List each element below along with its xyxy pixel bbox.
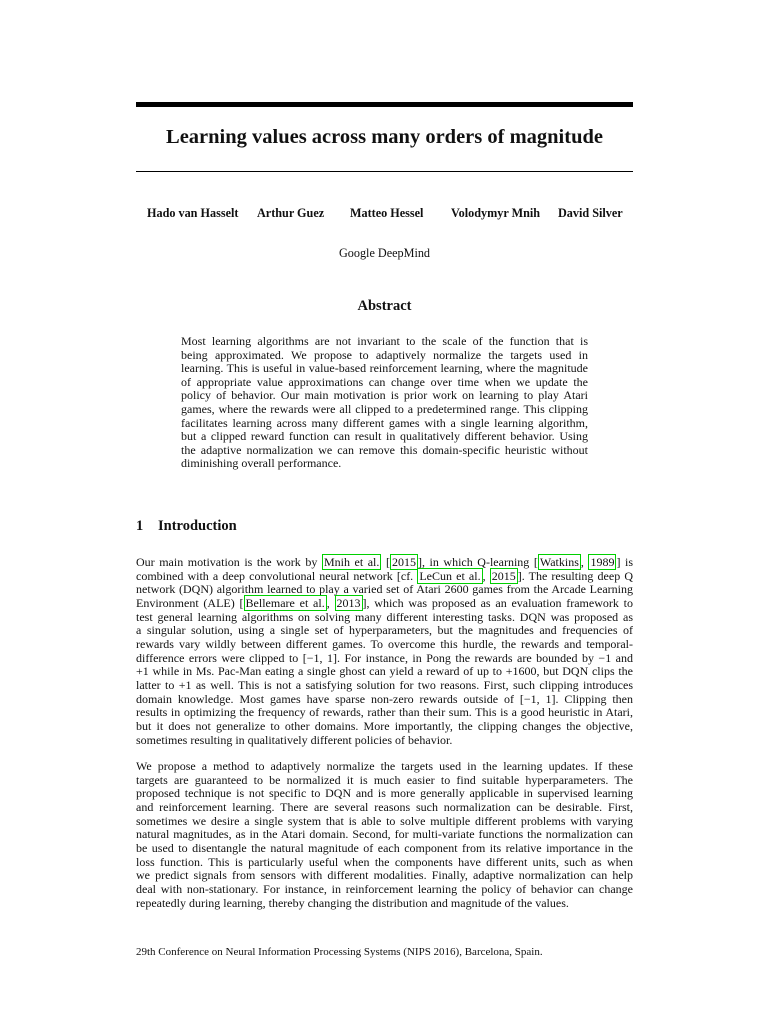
paragraph-line: targets are guaranteed to be normalized it is much easier to find suitable hyperparameters. The	[136, 772, 633, 787]
paragraph-line	[136, 556, 633, 570]
author-name: David Silver	[558, 206, 623, 220]
paragraph-line: rewards vary wildly between different games. To overcome this hurdle, the rewards and temporal-	[136, 636, 633, 651]
paragraph-line: test general learning algorithms on solving many different interesting tasks. DQN was proposed as	[136, 609, 633, 624]
text-run: Our main motivation is the work by	[136, 555, 322, 569]
paragraph-line: natural magnitudes, as in the Atari domain. Second, for multi-variate functions the normalization can	[136, 827, 633, 842]
citation-link[interactable]: LeCun et al.	[419, 568, 481, 583]
text-run: [	[381, 555, 390, 569]
paper-title: Learning values across many orders of magnitude	[166, 126, 603, 148]
abstract-line: but a clipped reward function can result in qualitatively different behavior. Using	[181, 429, 588, 444]
section-heading	[136, 518, 237, 535]
citation-link[interactable]: Watkins	[539, 555, 579, 569]
affiliation: Google DeepMind	[338, 246, 431, 260]
abstract-line: of appropriate value approximations can change over time when we update the	[181, 374, 588, 389]
paragraph-line: and reinforcement learning. There are several reasons such normalization can be desirable. First,	[136, 799, 633, 814]
text-run: ]. The resulting deep Q	[517, 568, 634, 583]
author-name: Hado van Hasselt	[147, 206, 239, 220]
paragraph-line: latter to +1 as well. This is not a satisfying solution for two reasons. First, such clipping introduces	[136, 677, 633, 692]
author-name: Volodymyr Mnih	[451, 206, 541, 220]
abstract-heading: Abstract	[357, 298, 412, 314]
text-run: ], which was proposed as an evaluation framework to	[362, 595, 633, 610]
paragraph-line: but it does not generalize to other domains. More importantly, the clipping changes the objective,	[136, 718, 633, 733]
paragraph-line: loss function. This is particularly useful when the components have different units, such as when	[136, 854, 633, 869]
section-number: 1	[136, 518, 144, 534]
text-run: Environment (ALE) [	[136, 595, 244, 610]
abstract-body	[181, 335, 588, 471]
text-run: ,	[482, 568, 490, 583]
text-run: ,	[580, 555, 589, 569]
title-bottom-rule	[136, 171, 633, 172]
citation-link[interactable]: 2015	[491, 568, 516, 583]
citation-link[interactable]: Bellemare et al.	[245, 595, 325, 610]
author-name: Arthur Guez	[257, 206, 325, 220]
author-name: Matteo Hessel	[350, 206, 424, 220]
text-run: ,	[326, 595, 335, 610]
abstract-line: Most learning algorithms are not invariant to the scale of the function that is	[181, 334, 588, 348]
section-title: Introduction	[158, 518, 237, 534]
paragraph-line: +1 while in Ms. Pac-Man eating a single ghost can yield a reward of up to +1600, but DQN clips the	[136, 664, 633, 679]
citation-link[interactable]: Mnih et al.	[323, 555, 380, 569]
citation-link[interactable]: 1989	[590, 555, 615, 569]
paragraph-line: repeatedly during learning, thereby changing the distribution and magnitude of the values.	[136, 895, 569, 910]
abstract-line: policy of behavior. Our main motivation is prior work on learning to play Atari	[181, 388, 588, 403]
paragraph-line: sometimes resulting in qualitatively different policies of behavior.	[136, 732, 453, 747]
paragraph-line: be used to disentangle the natural magnitude of each component from its relative importance in the	[136, 840, 633, 855]
paragraph-line: network (DQN) algorithm learned to play a varied set of Atari 2600 games from the Arcade Learning	[136, 582, 633, 597]
paragraph-line	[136, 597, 633, 611]
title-top-rule	[136, 102, 633, 107]
abstract-line: facilitates learning across many different games with a single learning algorithm,	[181, 415, 588, 430]
intro-paragraph-1	[136, 556, 633, 747]
paragraph-line: we predict signals from sensors with different modalities. Finally, adaptive normalization can help	[136, 868, 633, 883]
paragraph-line	[136, 570, 633, 584]
abstract-line: diminishing overall performance.	[181, 456, 342, 471]
citation-link[interactable]: 2015	[391, 555, 416, 569]
paragraph-line: proposed technique is not specific to DQN and is more generally applicable in supervised learning	[136, 786, 633, 801]
paragraph-line: deal with non-stationary. For instance, in reinforcement learning the policy of behavior can change	[136, 881, 633, 896]
intro-paragraph-2	[136, 760, 633, 910]
paragraph-line: We propose a method to adaptively normalize the targets used in the learning updates. If these	[136, 759, 633, 773]
text-run: combined with a deep convolutional neural network [cf.	[136, 568, 418, 583]
text-run: ], in which Q-learning [	[417, 555, 538, 569]
abstract-line: learning. This is useful in value-based reinforcement learning, where the magnitude	[181, 361, 588, 376]
paragraph-line: difference errors were clipped to [−1, 1]. For instance, in Pong the rewards are bounded by −1 and	[136, 650, 633, 665]
paragraph-line: a singular solution, using a single set of hyperparameters, but the magnitudes and frequencies of	[136, 623, 633, 638]
text-run: ] is	[616, 555, 634, 569]
paragraph-line: results in optimizing the frequency of rewards, rather than their sum. This is a good heuristic in Atari,	[136, 705, 633, 720]
abstract-line: being approximated. We propose to adaptively normalize the targets used in	[181, 347, 588, 362]
abstract-line: games, where the rewards were all clipped to a predetermined range. This clipping	[181, 401, 588, 416]
conference-footnote: 29th Conference on Neural Information Processing Systems (NIPS 2016), Barcelona, Spain.	[136, 946, 543, 958]
abstract-line: the adaptive normalization we can remove this domain-specific heuristic without	[181, 442, 588, 457]
paragraph-line: sometimes we desire a single system that is able to solve multiple different problems with varying	[136, 813, 633, 828]
paragraph-line: domain knowledge. Most games have sparse non-zero rewards outside of [−1, 1]. Clipping then	[136, 691, 633, 706]
citation-link[interactable]: 2013	[336, 595, 361, 610]
